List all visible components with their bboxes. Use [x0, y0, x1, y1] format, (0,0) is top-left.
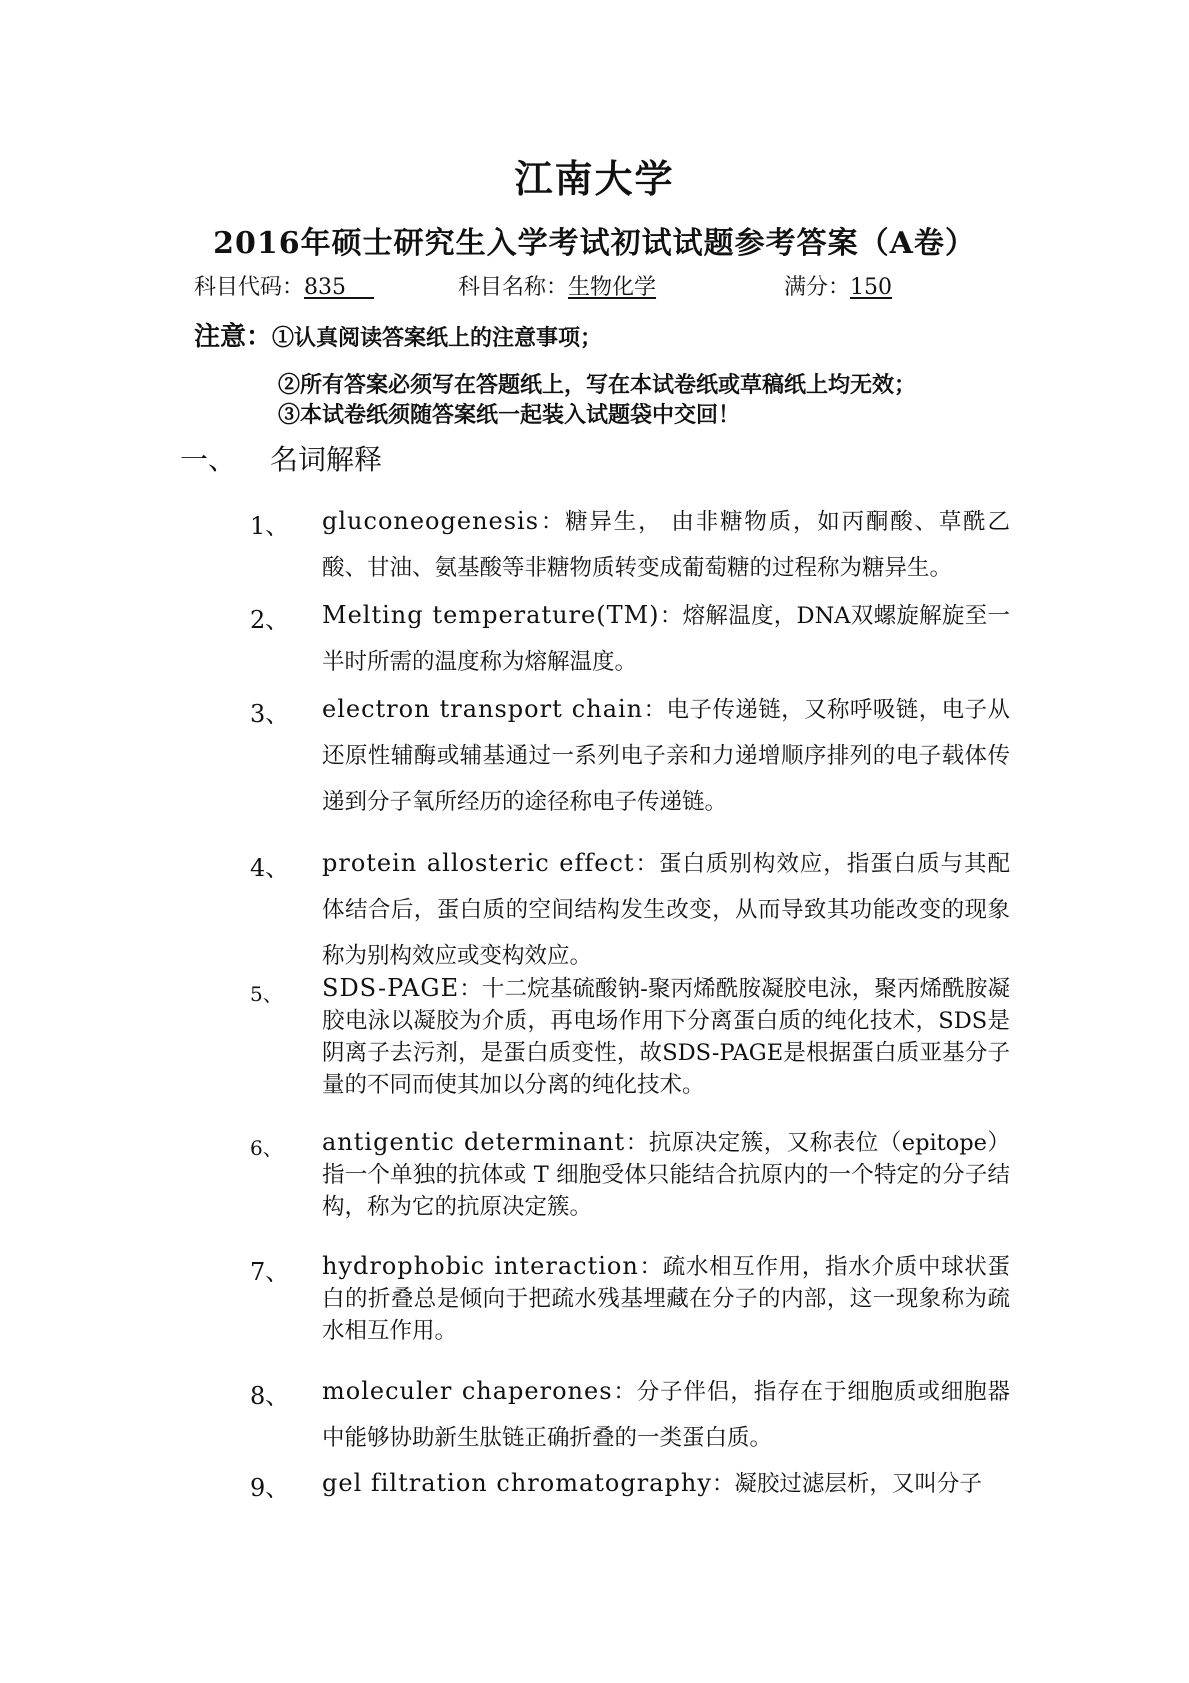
- term-english: antigentic determinant: [322, 1128, 626, 1156]
- term-number: 4、: [250, 854, 290, 882]
- term-text: [322, 1368, 1010, 1461]
- term-english: protein allosteric effect: [322, 849, 635, 877]
- term-english: moleculer chaperones: [322, 1377, 613, 1405]
- section-heading: [180, 438, 382, 478]
- term-number: 5、: [250, 982, 283, 1006]
- term-definition: ：凝胶过滤层析，又叫分子: [711, 1471, 982, 1497]
- notice-head: 注意：: [194, 322, 273, 352]
- term-text: [322, 840, 1010, 979]
- term-number: 7、: [250, 1258, 290, 1286]
- term-text: [322, 1126, 1010, 1223]
- term-text: [322, 498, 1010, 591]
- term-definition: ：蛋白质别构效应，指蛋白质与其配体结合后，蛋白质的空间结构发生改变，从而导致其功能改变的现象称为别构效应或变构效应。: [322, 851, 1010, 969]
- term-definition: ：抗原决定簇，又称表位（epitope）指一个单独的抗体或 T 细胞受体只能结合抗原内的一个特定的分子结构，称为它的抗原决定簇。: [322, 1130, 1010, 1220]
- term-number: 1、: [250, 512, 290, 540]
- term-definition: ：电子传递链，又称呼吸链，电子从还原性辅酶或辅基通过一系列电子亲和力递增顺序排列的电子载体传递到分子氧所经历的途径称电子传递链。: [322, 697, 1010, 815]
- term-text: [322, 1250, 1010, 1347]
- notice-line-1: [194, 316, 602, 353]
- subject-name-value: 生物化学: [568, 275, 657, 300]
- subject-code: [194, 270, 374, 301]
- term-text: [322, 972, 1010, 1101]
- term-english: gel filtration chromatography: [322, 1469, 712, 1497]
- term-number: 8、: [250, 1382, 290, 1410]
- full-score-label: 满分：: [784, 275, 851, 300]
- term-english: Melting temperature(TM): [322, 601, 660, 629]
- term-text: [322, 686, 1010, 825]
- exam-subtitle: 2016年硕士研究生入学考试初试试题参考答案（A卷）: [213, 226, 976, 261]
- subject-name: [458, 270, 656, 301]
- term-definition: ：分子伴侣，指存在于细胞质或细胞器中能够协助新生肽链正确折叠的一类蛋白质。: [322, 1379, 1010, 1451]
- section-title: 名词解释: [270, 443, 383, 476]
- term-text: [322, 1460, 1010, 1507]
- term-english: hydrophobic interaction: [322, 1252, 639, 1280]
- section-number: 一、: [180, 443, 237, 476]
- term-number: 6、: [250, 1136, 283, 1160]
- term-english: SDS-PAGE: [322, 974, 460, 1002]
- term-number: 3、: [250, 700, 290, 728]
- term-number: 9、: [250, 1474, 290, 1502]
- term-definition: ：十二烷基硫酸钠-聚丙烯酰胺凝胶电泳，聚丙烯酰胺凝胶电泳以凝胶为介质，再电场作用下分离蛋白质的纯化技术，SDS是阴离子去污剂，是蛋白质变性，故SDS-PAGE是根据蛋白质亚基分子量的不同而使其加以分离的纯化技术。: [322, 976, 1010, 1098]
- page-title: 江南大学: [514, 156, 675, 201]
- notice-line-2: ②所有答案必须写在答题纸上，写在本试卷纸或草稿纸上均无效；: [278, 372, 917, 398]
- full-score: [784, 270, 892, 301]
- subject-code-value: 835: [304, 275, 347, 300]
- notice-text-1: ①认真阅读答案纸上的注意事项；: [272, 325, 603, 351]
- term-definition: ：糖异生， 由非糖物质，如丙酮酸、草酰乙酸、甘油、氨基酸等非糖物质转变成葡萄糖的过程称为糖异生。: [322, 509, 1010, 581]
- subject-code-label: 科目代码：: [194, 275, 305, 300]
- term-definition: ：疏水相互作用，指水介质中球状蛋白的折叠总是倾向于把疏水残基埋藏在分子的内部，这一现象称为疏水相互作用。: [322, 1254, 1010, 1344]
- term-english: electron transport chain: [322, 695, 644, 723]
- subject-name-label: 科目名称：: [458, 275, 569, 300]
- term-text: [322, 592, 1010, 685]
- term-definition: ：熔解温度，DNA双螺旋解旋至一半时所需的温度称为熔解温度。: [322, 603, 1010, 675]
- full-score-value: 150: [850, 275, 893, 300]
- term-number: 2、: [250, 606, 290, 634]
- notice-line-3: ③本试卷纸须随答案纸一起装入试题袋中交回！: [278, 402, 741, 428]
- term-english: gluconeogenesis: [322, 507, 540, 535]
